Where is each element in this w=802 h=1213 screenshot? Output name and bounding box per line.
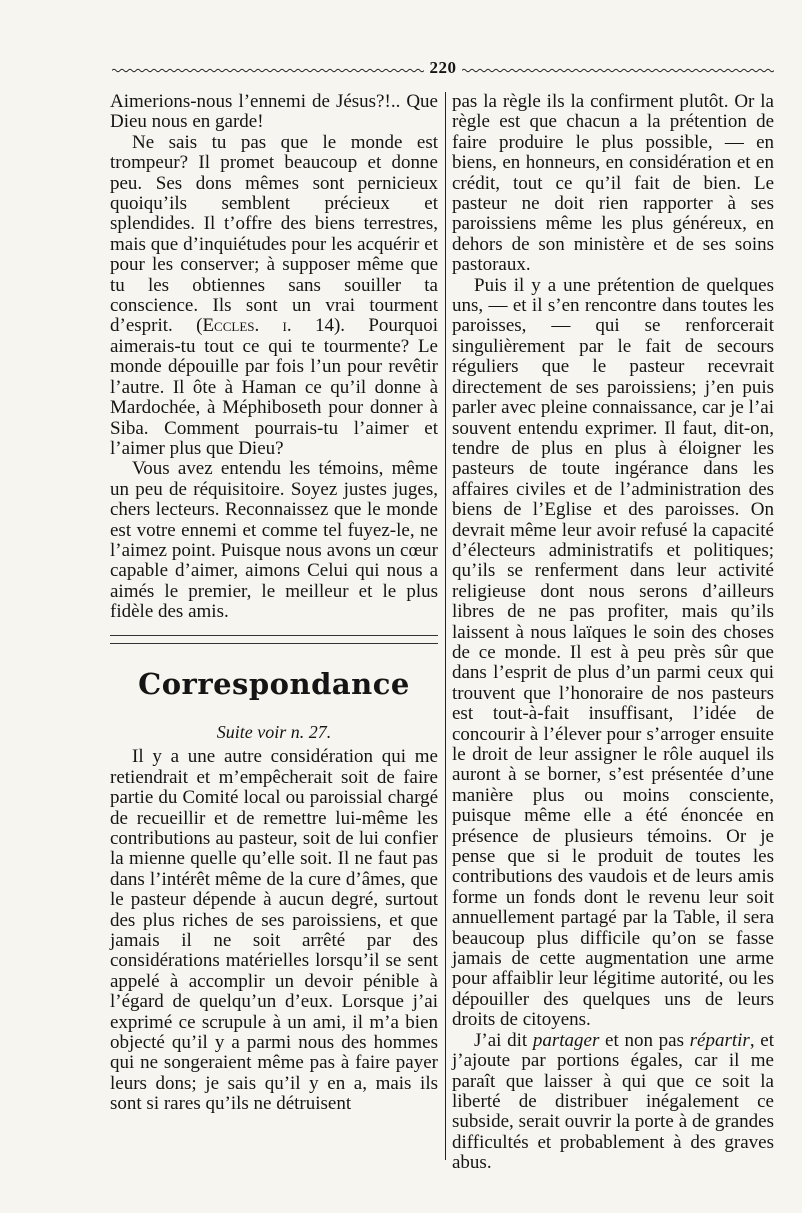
- page-header: [112, 58, 774, 80]
- header-wave-ornament: [462, 68, 774, 73]
- section-title: Correspondance: [138, 666, 410, 701]
- section-subtitle: Suite voir n. 27.: [216, 721, 332, 742]
- paragraph: Puis il y a une prétention de quelques uns, — et il s’en rencontre dans toutes les paroisses, — qui se renforcerait singulièrement par le fait de secours réguliers que le pasteur recevrait directement de ses paroissiens; j’en puis parler avec pleine connaissance, car je l’ai souvent entendu exprimer. Il faut, dit-on, tendre de plus en plus à éloigner les pasteurs de toute ingérance dans les affaires civiles et de l’administration des biens de l’Eglise et des paroisses. On devrait même leur avoir refusé la capacité d’électeurs administratifs et politiques; qu’ils se renferment dans leur activité religieuse dont nous serons d’ailleurs libres de ne pas profiter, mais qu’ils laissent à nous laïques le soin des choses de ce monde. Il est à peu près sûr que dans l’esprit de plus d’un parmi ceux qui trouvent que l’honoraire de nos pasteurs est tout-à-fait insuffisant, l’idée de concourir à l’élever pour s’arroger ensuite le droit de leur assigner le rôle auquel ils auront à se borner, s’est présentée d’une manière plus ou moins consciente, puisque même elle a été énoncée en présence de plusieurs témoins. Or je pense que si le produit de toutes les contributions des vaudois et de leurs amis forme un fonds dont le revenu leur soit annuellement partagé par la Table, il sera beaucoup plus difficile qu’on se fasse jamais de cette augmentation une arme pour affaiblir leur légitime autorité, ou les dépouiller des quelques uns de leurs droits de citoyens.: [452, 274, 774, 1031]
- scripture-reference: Eccles. i. 14: [202, 315, 334, 337]
- paragraph-text: et non pas: [599, 1029, 690, 1051]
- right-column: [452, 92, 774, 1213]
- paragraph: Vous avez entendu les témoins, même un peu de réquisitoire. Soyez justes juges, chers lecteurs. Reconnaissez que le monde est votre ennemi et comme tel fuyez-le, ne l’aimez point. Puisque nous avons un cœur capable d’aimer, aimons Celui qui nous a aimés le premier, le meilleur et le plus fidèle des amis.: [110, 458, 438, 623]
- paragraph: Aimerions-nous l’ennemi de Jésus?!.. Que Dieu nous en garde!: [110, 91, 438, 133]
- paragraph-text: Ne sais tu pas que le monde est trompeur? Il promet beaucoup et donne peu. Ses dons mêmes sont pernicieux quoiqu’ils semblent précieux et splendides. Il t’offre des biens terrestres, mais que d’inquiétudes pour les acquérir et pour les conserver; à supposer même que tu les obtiennes sans souiller ta conscience. Ils sont un vrai tourment d’esprit. (: [110, 131, 438, 337]
- paragraph: [452, 1031, 774, 1174]
- emphasis-text: partager: [532, 1029, 600, 1051]
- page-number: 220: [429, 58, 457, 77]
- paragraph: Il y a une autre considération qui me retiendrait et m’empêcherait soit de faire partie du Comité local ou paroissial chargé de recueillir et de remettre lui-même les contributions au pasteur, soit de lui confier la mienne quelle qu’elle soit. Il ne faut pas dans l’intérêt même de la cure d’âmes, que le pasteur dépende à aucun degré, surtout des plus riches de ses paroissiens, et que jamais il ne soit arrêté par des considérations matérielles lorsqu’il se sent appelé à accomplir un devoir pénible à l’égard de quelqu’un d’eux. Lorsque j’ai exprimé ce scrupule à un ami, il m’a bien objecté qu’il y a parmi nous des hommes qui ne songeraient même pas à faire payer leurs dons; je sais qu’il y en a, mais ils sont si rares qu’ils ne détruisent: [110, 746, 438, 1115]
- emphasis-text: répartir: [689, 1029, 750, 1051]
- paragraph-text: ). Pourquoi aimerais-tu tout ce qui te tourmente? Le monde dépouille par fois l’un pour revêtir l’autre. Il ôte à Haman ce qu’il donne à Mardochée, à Méphiboseth pour donner à Siba. Comment pourrais-tu l’aimer et l’aimer plus que Dieu?: [110, 315, 439, 459]
- paragraph: pas la règle ils la confirment plutôt. Or la règle est que chacun a la prétention de faire produire le plus possible, — en biens, en honneurs, en considération et en crédit, tout ce qu’il fait de bien. Le pasteur ne doit rien rapporter à ses paroissiens même les plus généreux, en dehors de son ministère et de ses soins pastoraux.: [452, 91, 774, 276]
- header-wave-ornament: [112, 68, 424, 73]
- column-divider: [445, 92, 447, 1160]
- left-column: [110, 92, 438, 1213]
- section-divider: [110, 635, 438, 644]
- paragraph-text: J’ai dit: [474, 1029, 533, 1051]
- paragraph-text: , et j’ajoute par portions égales, car il me paraît que laisser à qui que ce soit la liberté de distribuer inégalement ce subside, serait ouvrir la porte à de grandes difficultés et probablement à des graves abus.: [452, 1029, 774, 1174]
- paragraph: [110, 133, 438, 460]
